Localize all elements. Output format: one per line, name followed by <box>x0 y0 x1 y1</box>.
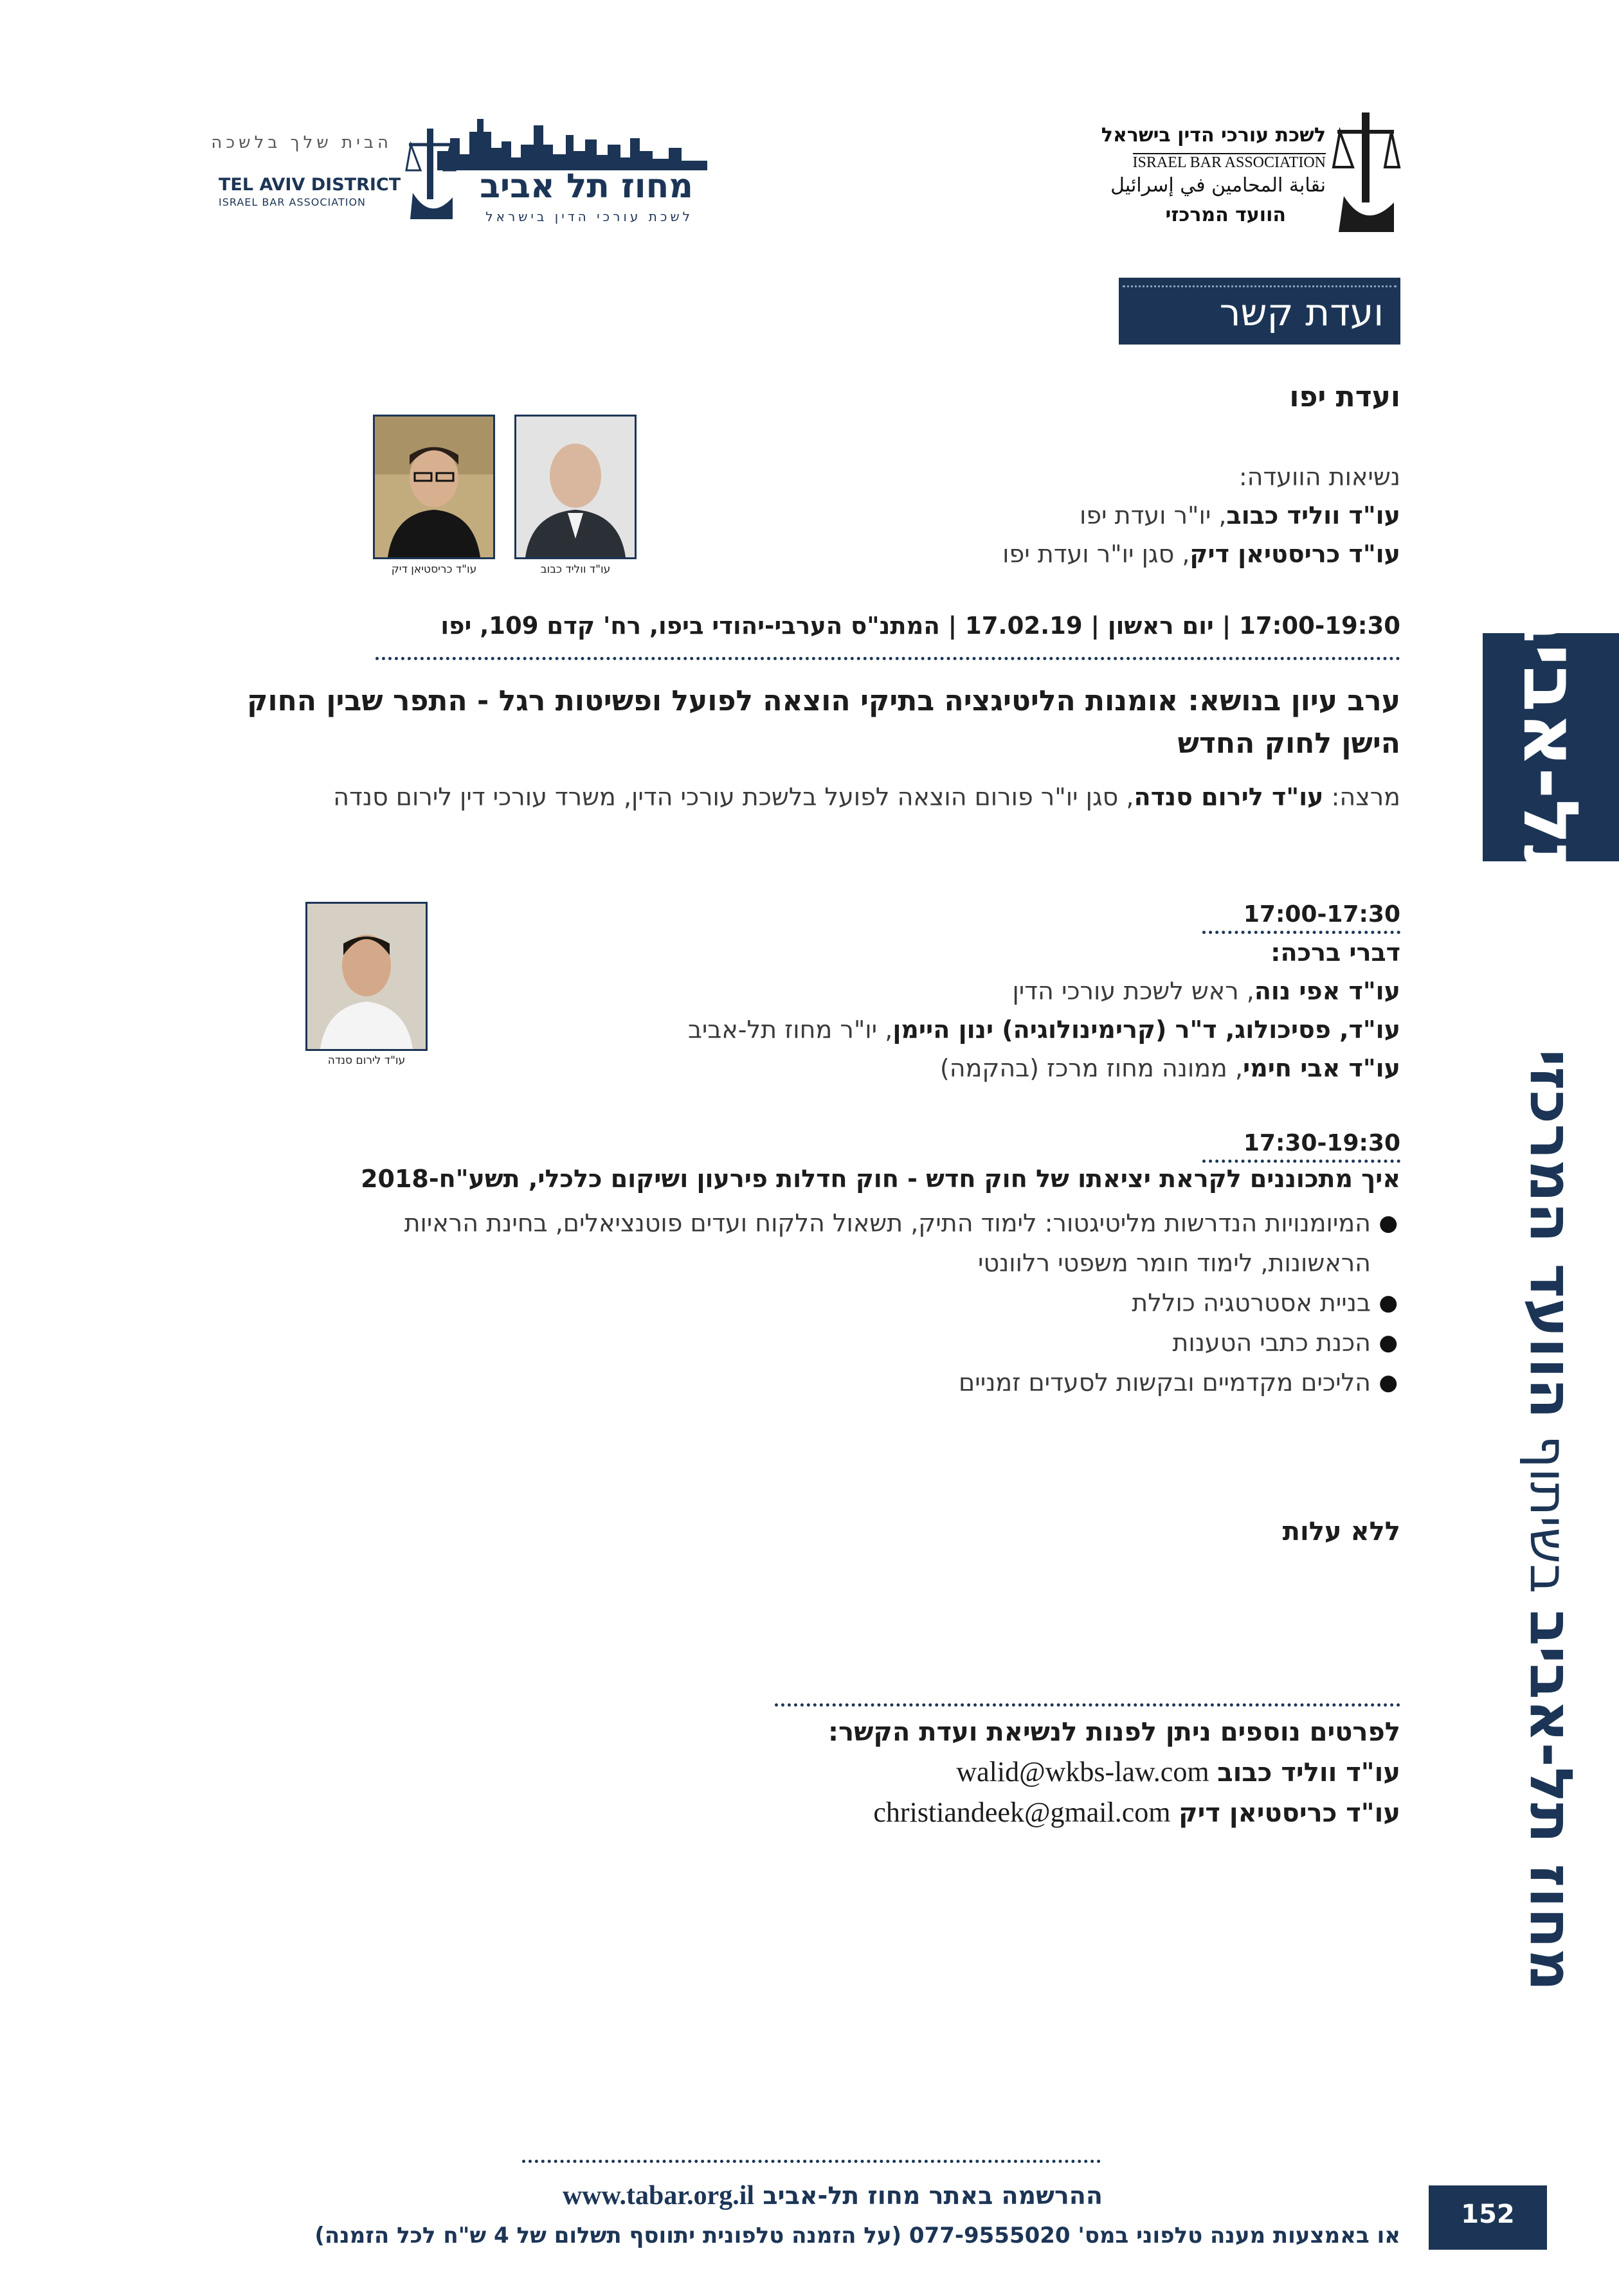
contact-2 <box>757 1793 1400 1833</box>
block1-body <box>565 933 1400 1088</box>
contact-1-email[interactable]: walid@wkbs-law.com <box>956 1756 1209 1788</box>
footer-phone: או באמצעות מענה טלפוני במס' 077-9555020 (על הזמנה טלפונית יתווסף תשלום של 4 ש"ח לכל הזמנה) <box>314 2223 1400 2248</box>
chair-2-name: עו"ד כריסטיאן דיק <box>1189 540 1400 568</box>
event-title: ערב עיון בנושא: אומנות הליטיגציה בתיקי הוצאה לפועל ופשיטות רגל - התפר שבין החוק הישן לחוק החדש <box>247 685 1400 760</box>
speaker-2-role: , יו"ר מחוז תל-אביב <box>687 1016 893 1044</box>
chair-1-name: עו"ד ווליד כבוב <box>1226 501 1400 530</box>
lecturer-label: מרצה: <box>1323 783 1400 811</box>
lecturer-name: עו"ד לירום סנדה <box>1134 783 1324 811</box>
bullet-item: ● הכנת כתבי הטענות <box>243 1323 1400 1363</box>
block2-bullets <box>243 1203 1400 1403</box>
event-meta: 17:00-19:30 | יום ראשון | 17.02.19 | המתנ"ס הערבי-יהודי ביפו, רח' קדם 109, יפו <box>440 612 1400 640</box>
divider-3 <box>1202 1160 1400 1163</box>
speaker-3-name: עו"ד אבי חימי <box>1243 1054 1400 1082</box>
speaker-3-role: , ממונה מחוז מרכז (בהקמה) <box>939 1054 1244 1082</box>
chair-1-role: , יו"ר ועדת יפו <box>1079 501 1227 530</box>
divider-4 <box>775 1703 1400 1707</box>
contact-1 <box>757 1752 1400 1793</box>
scales-emblem-icon <box>405 125 457 222</box>
city-skyline-icon <box>437 112 707 170</box>
ta-slogan: הבית שלך בלשכה <box>211 133 392 152</box>
contact-block <box>757 1712 1400 1833</box>
caption-walid: עו"ד ווליד כבוב <box>540 563 611 576</box>
speaker-1 <box>565 972 1400 1010</box>
israel-bar-logo <box>1101 106 1402 235</box>
section-tag-text: ועדת קשר <box>1219 291 1384 334</box>
isr-bar-ar: نقابة المحامين في إسرائيل <box>1110 174 1326 197</box>
chair-2 <box>1002 535 1400 573</box>
photo-christian <box>373 415 495 559</box>
ta-he-assoc: לשכת עורכי הדין בישראל <box>485 209 693 224</box>
block2-time: 17:30-19:30 <box>1243 1130 1400 1156</box>
sidebar-light: בשיתוף <box>1518 1419 1578 1610</box>
photo-walid <box>514 415 637 559</box>
sidebar-bold: מחוז תל-אביב <box>1516 1610 1586 1991</box>
caption-liron: עו"ד לירום סנדה <box>327 1054 406 1067</box>
divider-1 <box>375 657 1400 660</box>
speaker-3 <box>565 1049 1400 1088</box>
sidebar-end: הוועד המרכזי <box>1516 1049 1586 1419</box>
footer-url[interactable]: www.tabar.org.il <box>562 2181 755 2211</box>
sidebar-tab <box>1483 597 1619 897</box>
page-number: 152 <box>1461 2200 1515 2229</box>
section-tag <box>1119 282 1400 345</box>
block1-time: 17:00-17:30 <box>1243 901 1400 928</box>
footer-registration <box>514 2180 1103 2211</box>
photo-liron <box>305 902 428 1051</box>
isr-bar-en: ISRAEL BAR ASSOCIATION <box>1132 154 1326 171</box>
caption-christian: עו"ד כריסטיאן דיק <box>391 563 477 576</box>
chairs-label: נשיאות הוועדה: <box>1238 463 1400 491</box>
bullet-item: ● הליכים מקדמיים ובקשות לסעדים זמניים <box>243 1363 1400 1403</box>
committee-name: ועדת יפו <box>1289 381 1400 413</box>
block1-title: דברי ברכה: <box>1271 938 1400 967</box>
chair-2-role: , סגן יו"ר ועדת יפו <box>1002 540 1190 568</box>
footer-dots <box>522 2160 1101 2163</box>
section-tag-dots <box>1123 285 1397 287</box>
scales-emblem-icon <box>1331 106 1402 235</box>
chair-1 <box>1040 496 1400 535</box>
ta-en-assoc: ISRAEL BAR ASSOCIATION <box>219 196 366 208</box>
isr-bar-council: הוועד המרכזי <box>1165 204 1286 226</box>
footer-reg-prefix: ההרשמה באתר מחוז תל-אביב <box>754 2182 1103 2210</box>
sidebar-tab-text: תל-אביב <box>1506 597 1595 897</box>
ta-he-district: מחוז תל אביב <box>480 167 693 206</box>
speaker-2 <box>565 1010 1400 1049</box>
person-icon <box>307 904 426 1049</box>
committee-chairs <box>1002 458 1400 573</box>
page-number-box <box>1429 2185 1547 2250</box>
isr-bar-he: לשכת עורכי הדין בישראל <box>1101 124 1326 147</box>
speaker-1-role: , ראש לשכת עורכי הדין <box>1012 977 1254 1005</box>
free-admission: ללא עלות <box>1282 1517 1400 1547</box>
speaker-2-name: עו"ד, פסיכולוג, ד"ר (קרימינולוגיה) ינון היימן <box>892 1016 1400 1044</box>
person-icon <box>375 417 493 557</box>
contact-2-name: עו"ד כריסטיאן דיק <box>1179 1798 1400 1828</box>
contact-2-email[interactable]: christiandeek@gmail.com <box>873 1797 1171 1828</box>
block2-title: איך מתכוננים לקראת יציאתו של חוק חדש - חוק חדלות פירעון ושיקום כלכלי, תשע"ח-2018 <box>361 1165 1400 1193</box>
contact-1-name: עו"ד ווליד כבוב <box>1217 1758 1400 1788</box>
bullet-item: ● המיומנויות הנדרשות מליטיגטור: לימוד התיק, תשאול הלקוח ועדים פוטנציאלים, בחינת הראיות הראשונות, לימוד חומר משפטי רלוונטי <box>329 1203 1400 1283</box>
event-lecturer <box>256 776 1400 818</box>
tel-aviv-district-logo <box>211 106 707 235</box>
lecturer-role: , סגן יו"ר פורום הוצאה לפועל בלשכת עורכי הדין, משרד עורכי דין לירום סנדה <box>333 783 1134 811</box>
ta-en-district: TEL AVIV DISTRICT <box>219 175 401 195</box>
speaker-1-name: עו"ד אפי נוה <box>1254 977 1400 1005</box>
contact-title: לפרטים נוספים ניתן לפנות לנשיאת ועדת הקשר: <box>828 1718 1400 1747</box>
bullet-item: ● בניית אסטרטגיה כוללת <box>243 1283 1400 1323</box>
person-icon <box>516 417 635 557</box>
